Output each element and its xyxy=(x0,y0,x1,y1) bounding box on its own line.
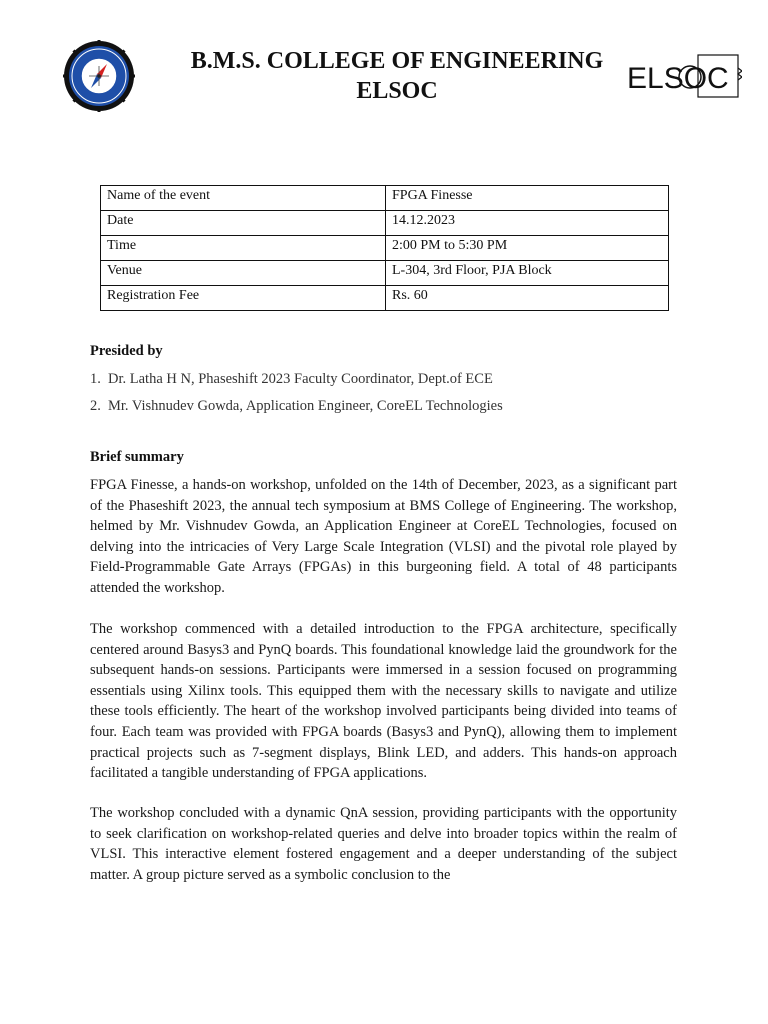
event-details-table xyxy=(100,185,669,311)
club-name: ELSOC xyxy=(356,78,438,104)
row-value: 14.12.2023 xyxy=(386,211,669,236)
brief-summary-heading: Brief summary xyxy=(90,449,184,465)
row-value: FPGA Finesse xyxy=(386,186,669,211)
row-label: Name of the event xyxy=(101,186,386,211)
table-row xyxy=(101,236,669,261)
summary-paragraph: The workshop commenced with a detailed introduction to the FPGA architecture, specifically centered around Basys3 and PynQ boards. This foundational knowledge laid the groundwork for the subsequent hands-on sessions. Participants were immersed in a session focused on programming essentials using Xilinx tools. This equipped them with the necessary skills to navigate and utilize these tools efficiently. The heart of the workshop involved participants being divided into teams of four. Each team was provided with FPGA boards (Basys3 and PynQ), allowing them to implement practical projects such as 7-segment displays, Blink LED, and adders. This hands-on approach facilitated a tangible understanding of FPGA applications. xyxy=(90,621,677,782)
table-row xyxy=(101,286,669,311)
row-value: 2:00 PM to 5:30 PM xyxy=(386,236,669,261)
row-value: L-304, 3rd Floor, PJA Block xyxy=(386,261,669,286)
college-name: B.M.S. COLLEGE OF ENGINEERING xyxy=(190,48,604,74)
row-label: Date xyxy=(101,211,386,236)
svg-text:ELSOC: ELSOC xyxy=(627,62,729,95)
list-text: Dr. Latha H N, Phaseshift 2023 Faculty Coordinator, Dept.of ECE xyxy=(108,371,493,387)
presided-by-heading: Presided by xyxy=(90,343,163,359)
summary-paragraph: The workshop concluded with a dynamic QnA session, providing participants with the opportunity to seek clarification on workshop-related queries and delve into broader topics within the realm of VLSI. This interactive element fostered engagement and a deeper understanding of the subject matter. A group picture served as a symbolic conclusion to the xyxy=(90,805,677,883)
bms-college-logo xyxy=(63,40,135,112)
row-label: Time xyxy=(101,236,386,261)
list-text: Mr. Vishnudev Gowda, Application Engineer, CoreEL Technologies xyxy=(108,398,503,414)
summary-paragraph: FPGA Finesse, a hands-on workshop, unfolded on the 14th of December, 2023, as a significant part of the Phaseshift 2023, the annual tech symposium at BMS College of Engineering. The workshop, helmed by Mr. Vishnudev Gowda, an Application Engineer at CoreEL Technologies, focused on delving into the intricacies of Very Large Scale Integration (VLSI) and the pivotal role played by Field-Programmable Gate Arrays (FPGAs) in this burgeoning field. A total of 48 participants attended the workshop. xyxy=(90,477,677,596)
list-item xyxy=(90,368,503,395)
table-row xyxy=(101,186,669,211)
presided-by-list xyxy=(90,368,503,422)
header-title xyxy=(160,46,634,106)
row-value: Rs. 60 xyxy=(386,286,669,311)
list-number: 1. xyxy=(90,371,101,387)
table-row xyxy=(101,261,669,286)
row-label: Registration Fee xyxy=(101,286,386,311)
table-row xyxy=(101,211,669,236)
list-number: 2. xyxy=(90,398,101,414)
list-item xyxy=(90,395,503,422)
elsoc-logo xyxy=(626,50,742,102)
row-label: Venue xyxy=(101,261,386,286)
